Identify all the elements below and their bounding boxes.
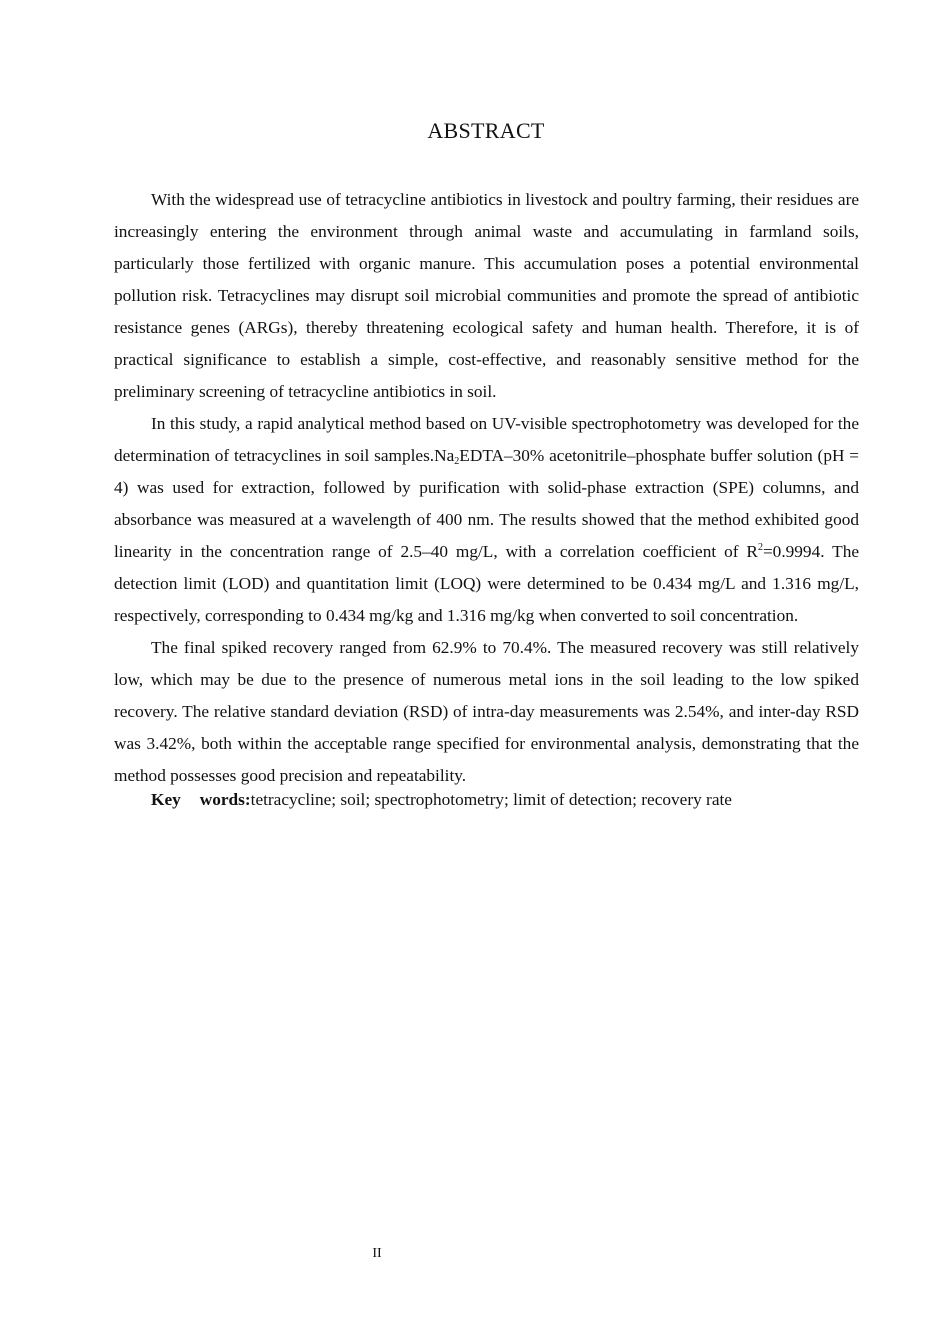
abstract-title: ABSTRACT	[427, 118, 545, 143]
subscript-2: 2	[454, 456, 460, 467]
abstract-body	[114, 184, 859, 816]
abstract-paragraph-3: The final spiked recovery ranged from 62.9% to 70.4%. The measured recovery was still relatively low, which may be due to the presence of numerous metal ions in the soil leading to the low spiked recovery. The relative standard deviation (RSD) of intra-day measurements was 2.54%, and inter-day RSD was 3.42%, both within the acceptable range specified for environmental analysis, demonstrating that the method possesses good precision and repeatability.	[114, 638, 859, 785]
keywords-line	[114, 784, 859, 816]
keywords-label-key: Key	[151, 790, 181, 809]
paragraph-2-text-part-3: =0.9994. The detection limit (LOD) and quantitation limit (LOQ) were determined to be 0.434 mg/L and 1.316 mg/L, respectively, corresponding to 0.434 mg/kg and 1.316 mg/kg when converted to soil concentration.	[114, 542, 860, 625]
page-number: II	[372, 1246, 382, 1261]
abstract-paragraph-1: With the widespread use of tetracycline antibiotics in livestock and poultry farming, their residues are increasingly entering the environment through animal waste and accumulating in farmland soils, particularly those fertilized with organic manure. This accumulation poses a potential environmental pollution risk. Tetracyclines may disrupt soil microbial communities and promote the spread of antibiotic resistance genes (ARGs), thereby threatening ecological safety and human health. Therefore, it is of practical significance to establish a simple, cost-effective, and reasonably sensitive method for the preliminary screening of tetracycline antibiotics in soil.	[114, 190, 859, 401]
paragraph-2-text-part-2: EDTA–30% acetonitrile–phosphate buffer solution (pH = 4) was used for extraction, followed by purification with solid-phase extraction (SPE) columns, and absorbance was measured at a wavelength of 400 nm. The results showed that the method exhibited good linearity in the concentration range of 2.5–40 mg/L, with a correlation coefficient of R	[114, 446, 859, 561]
abstract-paragraph-2	[114, 408, 859, 632]
keywords-label-words: words:	[199, 790, 251, 809]
paragraph-2-text-part-1: In this study, a rapid analytical method based on UV-visible spectrophotometry was developed for the determination of tetracyclines in soil samples.Na	[114, 414, 859, 465]
keywords-text: tetracycline; soil; spectrophotometry; limit of detection; recovery rate	[250, 790, 732, 809]
superscript-2: 2	[757, 542, 763, 553]
